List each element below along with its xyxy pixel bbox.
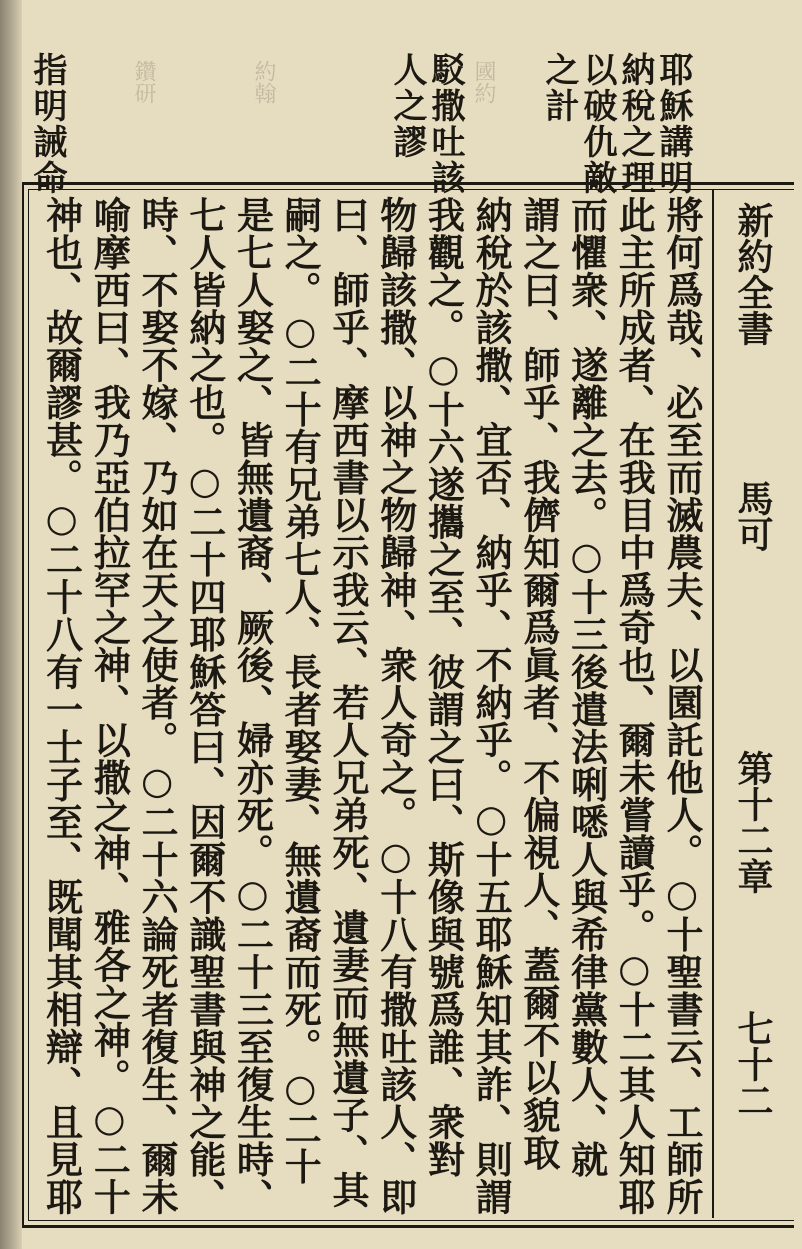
text-column: 神也、故爾謬甚。○二十八有一士子至、既聞其相辯、且見耶: [39, 196, 84, 1216]
top-note-commandment: [28, 52, 66, 196]
gospel-name: 馬可: [732, 480, 774, 552]
bleed-through-text: 國約: [471, 60, 496, 104]
text-column: 謂之曰、師乎、我儕知爾爲眞者、不偏視人、蓋爾不以貌取: [517, 196, 561, 1171]
text-column: 曰、師乎、摩西書以示我云、若人兄弟死、遺妻而無遺子、其: [326, 196, 370, 1209]
text-column: 物歸該撒、以神之物歸神、衆人奇之。○十八有撒吐該人、即: [373, 196, 418, 1216]
text-column: 是七人娶之、皆無遺裔、厥後、婦亦死。○二十三至復生時、: [230, 196, 275, 1216]
bleed-through-text: 約翰: [251, 60, 276, 104]
page-number: 七十二: [732, 1010, 774, 1118]
top-note-line: 之計: [539, 52, 579, 124]
text-column: 將何爲哉、必至而滅農夫、以園託他人。○十聖書云、工師所: [660, 196, 704, 1216]
text-column: 七人皆納之也。○二十四耶穌答曰、因爾不識聖書與神之能、: [183, 196, 227, 1216]
book-title: 新約全書: [732, 202, 774, 346]
text-column: 嗣之。○二十有兄弟七人、長者娶妻、無遺裔而死。○二十: [278, 196, 323, 1185]
chapter-number: 第十二章: [732, 750, 774, 894]
top-note-line: 人之謬: [387, 52, 427, 160]
text-column: 喻摩西曰、我乃亞伯拉罕之神、以撒之神、雅各之神。○二十: [87, 196, 132, 1216]
bleed-through-text: 鑽研: [131, 60, 156, 104]
text-column: 時、不娶不嫁、乃如在天之使者。○二十六論死者復生、爾未: [135, 196, 180, 1216]
text-column: 納稅於該撒、宜否、納乎、不納乎。○十五耶穌知其詐、則謂: [469, 196, 514, 1216]
running-header: [712, 190, 790, 1218]
top-note-line: 指明誡命: [27, 52, 67, 196]
top-note-sadducees: [388, 52, 464, 196]
text-column: 我觀之。○十六遂攜之至、彼謂之曰、斯像與號爲誰、衆對: [421, 196, 466, 1178]
top-note-line: 納稅之理: [615, 52, 655, 196]
top-note-line: 駁撒吐該: [425, 52, 465, 196]
text-column: 此主所成者、在我目中爲奇也、爾未嘗讀乎。○十二其人知耶: [612, 196, 657, 1216]
book-spine: [0, 0, 22, 1249]
top-note-line: 耶穌講明: [653, 52, 693, 196]
top-note-line: 以破仇敵: [577, 52, 617, 196]
text-column: 而懼衆、遂離之去。○十三後遣法唎㗭人與希律黨數人、就: [564, 196, 609, 1178]
scripture-body: [40, 196, 708, 1220]
top-note-tax: [540, 52, 692, 196]
